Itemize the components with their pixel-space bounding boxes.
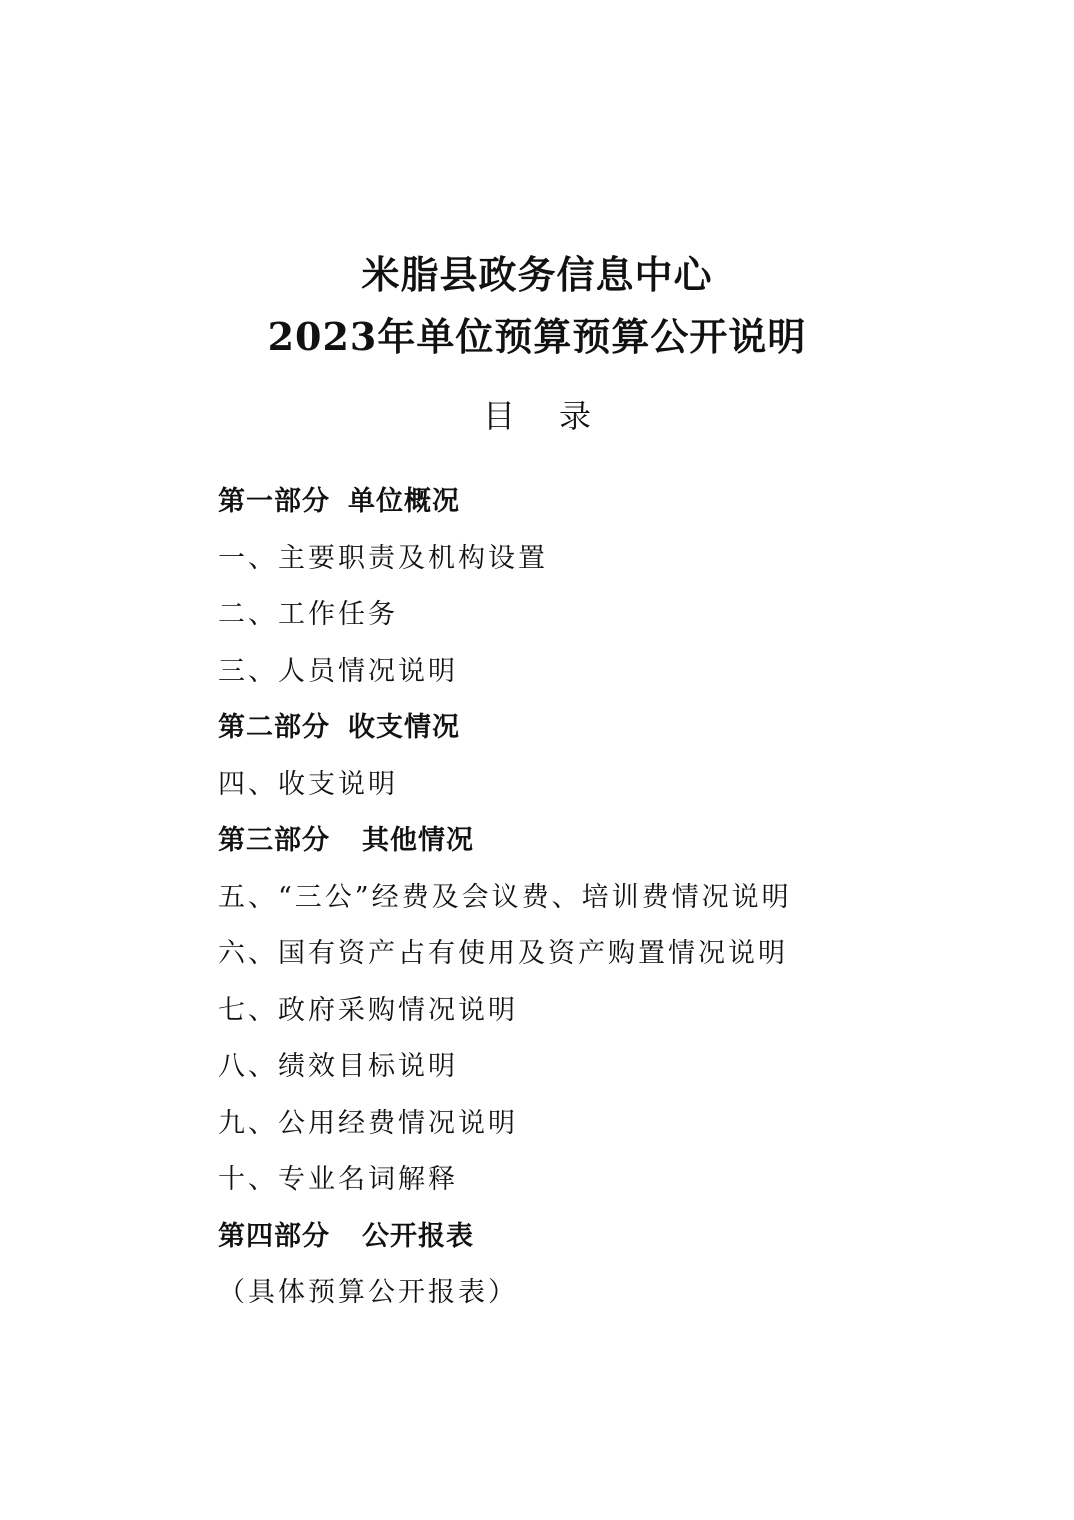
table-of-contents [218,484,792,1332]
document-title: 米脂县政务信息中心 [361,252,713,297]
toc-part-3-title: 其他情况 [362,825,474,856]
toc-item-4: 四、收支说明 [218,768,398,800]
toc-item-7: 七、政府采购情况说明 [218,994,518,1026]
toc-part-4 [218,1219,792,1276]
document-subtitle: 2023年单位预算预算公开说明 [267,314,807,359]
toc-note: （具体预算公开报表） [218,1277,518,1308]
toc-part-4-title: 公开报表 [362,1220,474,1252]
toc-item-3: 三、人员情况说明 [218,655,458,687]
toc-part-3-prefix: 第三部分 [218,825,330,856]
toc-heading-left: 目 [482,397,515,435]
toc-item-1: 一、主要职责及机构设置 [218,542,548,574]
toc-item-6: 六、国有资产占有使用及资产购置情况说明 [218,938,788,969]
toc-part-4-prefix: 第四部分 [218,1220,330,1252]
toc-part-2-title: 收支情况 [348,712,460,743]
toc-part-2-prefix: 第二部分 [218,712,330,743]
toc-item-9: 九、公用经费情况说明 [218,1107,518,1139]
toc-part-1-title: 单位概况 [348,486,460,517]
toc-item-10: 十、专业名词解释 [218,1164,458,1195]
toc-part-3 [218,823,792,880]
toc-item-2: 二、工作任务 [218,599,398,630]
toc-part-1-prefix: 第一部分 [218,486,330,517]
toc-heading [0,397,1074,435]
toc-part-1 [218,484,792,541]
toc-heading-right: 录 [559,397,592,435]
toc-item-8: 八、绩效目标说明 [218,1051,458,1082]
toc-part-2 [218,710,792,767]
toc-item-5: 五、“三公”经费及会议费、培训费情况说明 [218,881,792,913]
